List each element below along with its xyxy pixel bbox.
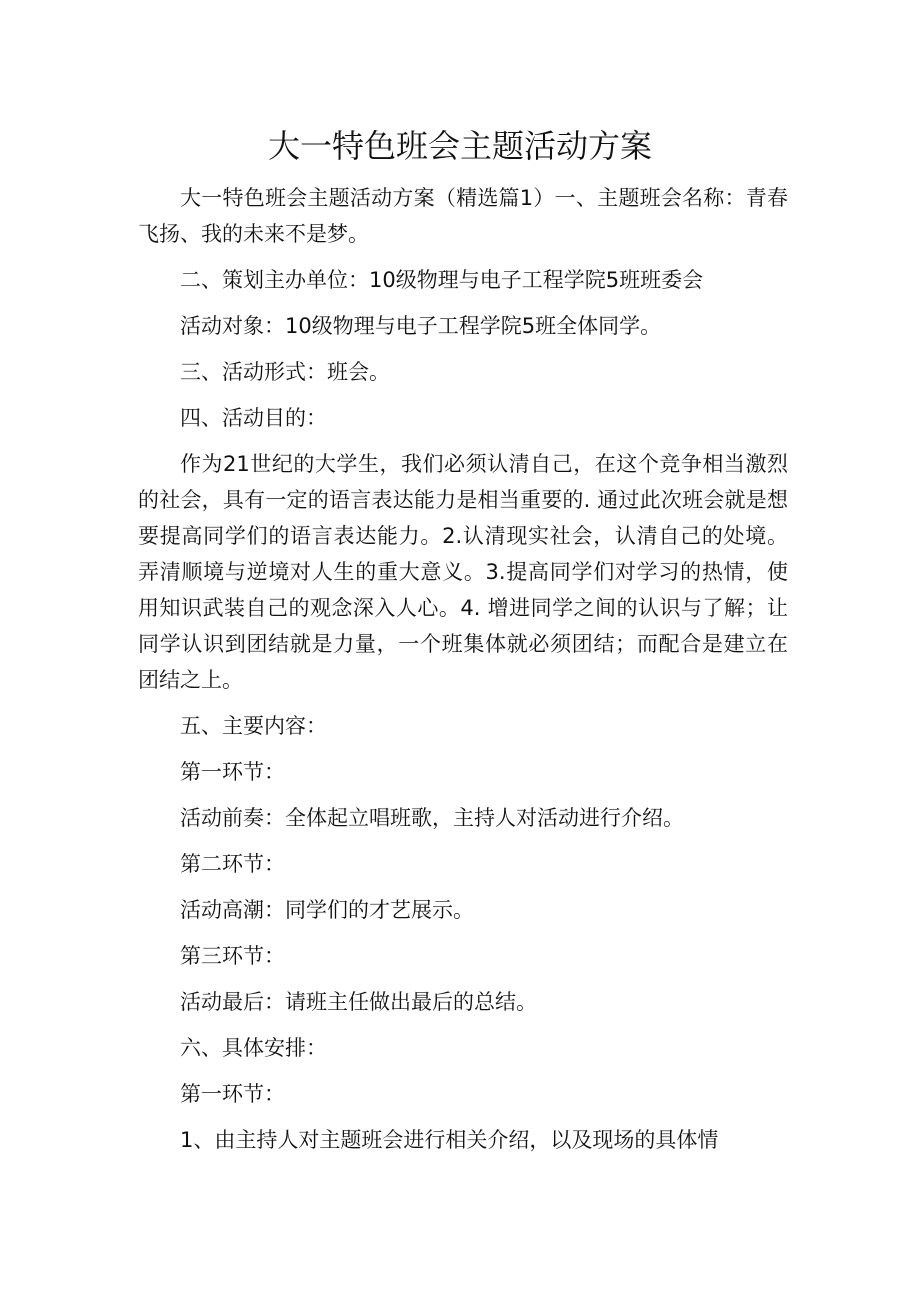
paragraph-audience: 活动对象：10级物理与电子工程学院5班全体同学。 <box>180 314 662 338</box>
paragraph-stage-2-detail: 活动高潮：同学们的才艺展示。 <box>180 898 474 922</box>
paragraph-organizer: 二、策划主办单位：10级物理与电子工程学院5班班委会 <box>180 268 704 292</box>
paragraph-purpose-heading: 四、活动目的： <box>180 406 327 430</box>
paragraph-content-heading: 五、主要内容： <box>180 714 327 738</box>
document-body <box>138 180 788 1168</box>
paragraph-stage-3: 第三环节： <box>180 944 285 968</box>
paragraph-stage-1-detail: 活动前奏：全体起立唱班歌，主持人对活动进行介绍。 <box>180 806 684 830</box>
paragraph-arrangement-item-1: 1、由主持人对主题班会进行相关介绍，以及现场的具体情 <box>180 1128 719 1152</box>
paragraph-intro: 大一特色班会主题活动方案（精选篇1）一、主题班会名称：青春飞扬、我的未来不是梦。 <box>138 186 788 246</box>
paragraph-arrangement-stage-1: 第一环节： <box>180 1082 285 1106</box>
paragraph-format: 三、活动形式：班会。 <box>180 360 390 384</box>
paragraph-stage-3-detail: 活动最后：请班主任做出最后的总结。 <box>180 990 537 1014</box>
paragraph-stage-2: 第二环节： <box>180 852 285 876</box>
paragraph-arrangement-heading: 六、具体安排： <box>180 1036 327 1060</box>
paragraph-stage-1: 第一环节： <box>180 760 285 784</box>
document-title: 大一特色班会主题活动方案 <box>267 127 652 165</box>
paragraph-purpose-body: 作为21世纪的大学生，我们必须认清自己，在这个竞争相当激烈的社会，具有一定的语言表达能力是相当重要的. 通过此次班会就是想要提高同学们的语言表达能力。2.认清现实社会，认清自己的处境。弄清顺境与逆境对人生的重大意义。3.提高同学们对学习的热情，使用知识武装自己的观念深入人心。4. 增进同学之间的认识与了解；让同学认识到团结就是力量，一个班集体就必须团结；而配合是建立在团结之上。 <box>138 452 788 692</box>
